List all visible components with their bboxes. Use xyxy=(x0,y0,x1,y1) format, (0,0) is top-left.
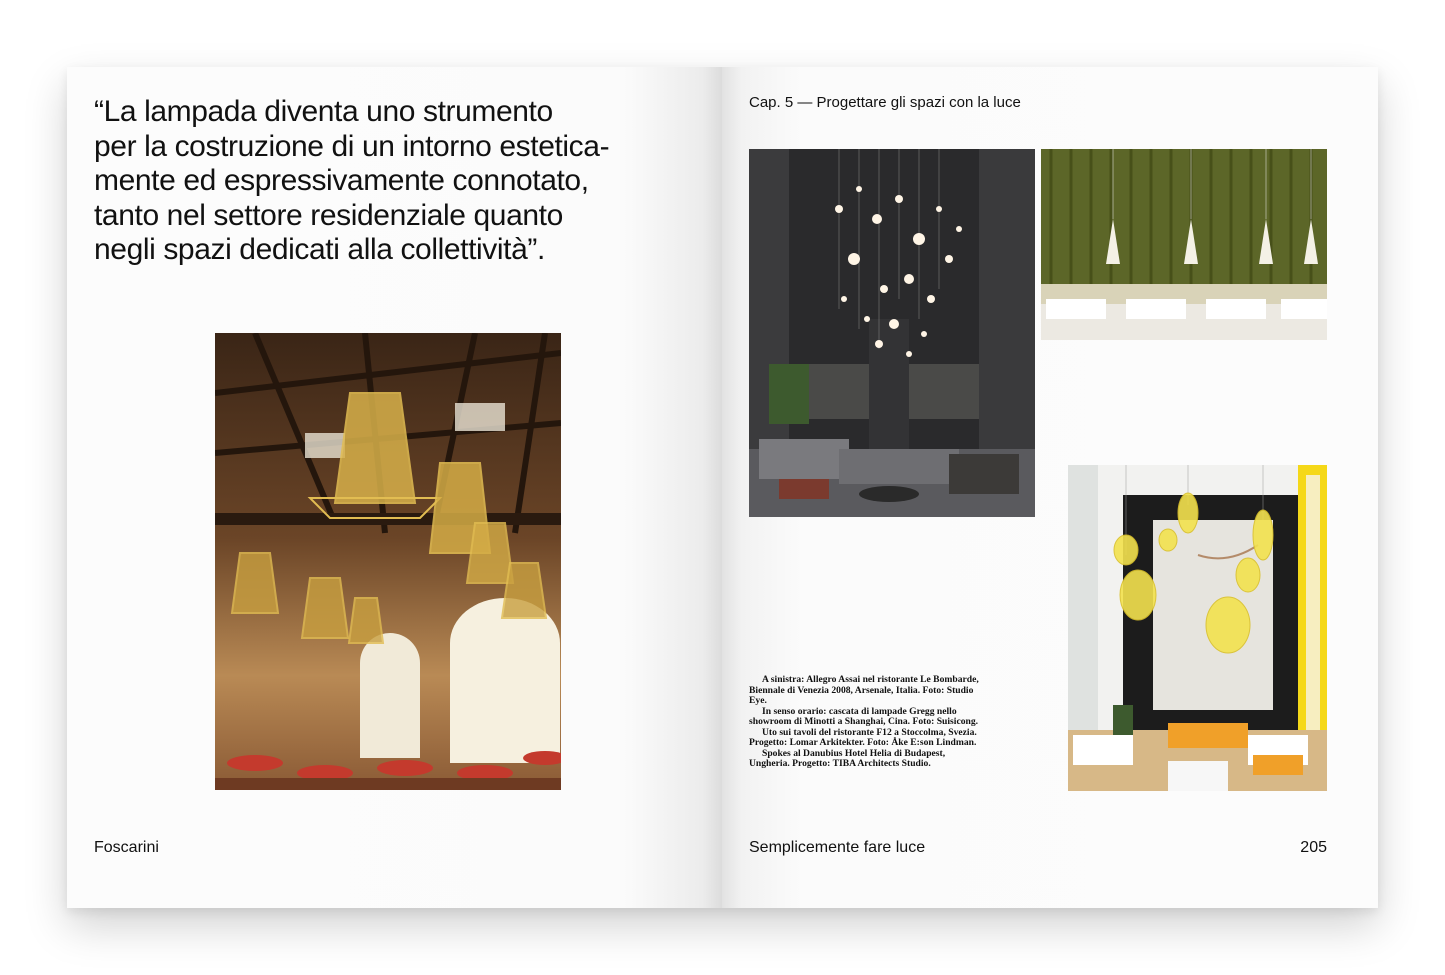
caption-clockwise: In senso orario: cascata di lampade Gregg nello showroom di Minotti a Shanghai, Cina. Foto: Suisicong. xyxy=(749,705,979,727)
caption-left-photo: A sinistra: Allegro Assai nel ristorante Le Bombarde, Biennale di Venezia 2008, Arsenale, Italia. Foto: Studio Eye. xyxy=(749,674,979,706)
left-page xyxy=(67,67,722,908)
pull-quote: “La lampada diventa uno strumento per la costruzione di un intorno estetica- mente ed espressivamente connotato, tanto nel settore residenziale quanto negli spazi dedicati alla collettività”. xyxy=(94,95,610,266)
footer-book-title: Semplicemente fare luce xyxy=(749,839,926,856)
restaurant-photo xyxy=(1041,149,1327,340)
hotel-atrium-photo xyxy=(1068,465,1327,791)
footer-brand: Foscarini xyxy=(94,839,159,856)
page-number: 205 xyxy=(1300,839,1327,856)
chandelier-hall-photo xyxy=(215,333,561,790)
caption-hotel: Spokes al Danubius Hotel Helia di Budapest, Ungheria. Progetto: TIBA Architects Studio. xyxy=(749,747,946,769)
showroom-photo xyxy=(749,149,1035,517)
book-spread xyxy=(67,67,1378,908)
chapter-heading: Cap. 5 — Progettare gli spazi con la luce xyxy=(749,94,1021,111)
right-page xyxy=(722,67,1378,908)
photo-captions xyxy=(749,675,979,770)
caption-restaurant: Uto sui tavoli del ristorante F12 a Stoccolma, Svezia. Progetto: Lomar Arkitekter. Foto: Åke E:son Lindman. xyxy=(749,726,977,748)
